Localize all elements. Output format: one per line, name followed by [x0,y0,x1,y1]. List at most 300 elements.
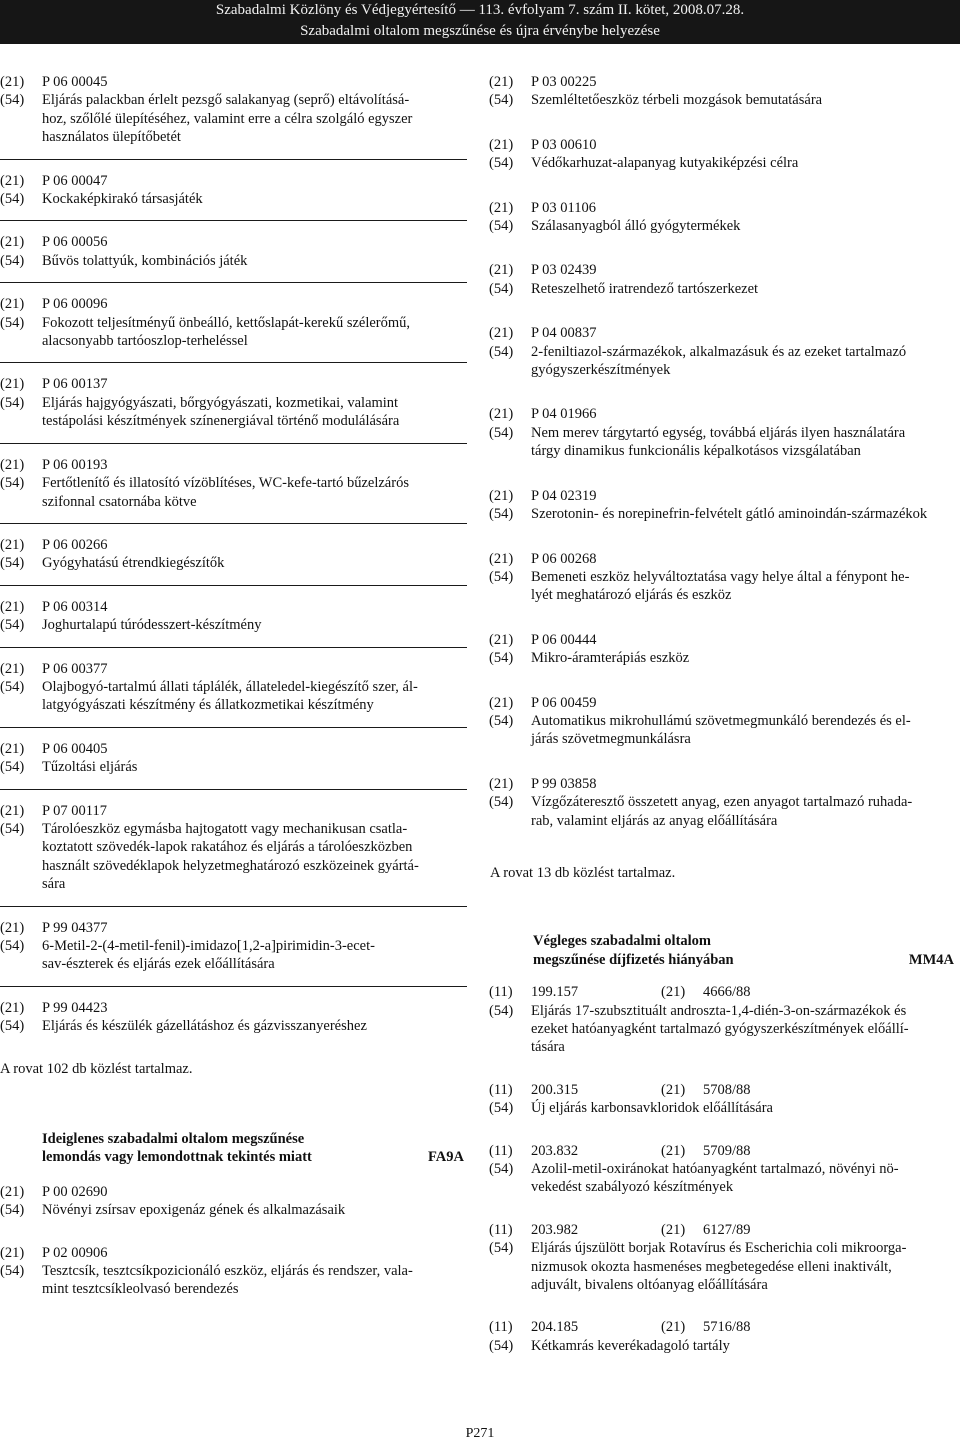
patent-entry [0,660,467,715]
inid-code-21: (21) [0,536,25,553]
patent-number: 204.185 [531,1319,579,1336]
entry-title-row [0,1280,467,1298]
application-number: P 00 02690 [42,1183,108,1200]
entry-number-row [489,73,960,91]
entry-title-row [0,696,467,714]
spacer [489,882,960,932]
invention-title-line: sav-észterek és eljárás ezek előállítására [42,956,275,973]
invention-title-line: szifonnal csatornába kötve [42,493,197,510]
entry-title-row [489,442,960,460]
fa9a-code: FA9A [428,1149,464,1166]
patent-entry [0,802,467,894]
inid-code-54: (54) [0,555,25,572]
patent-entry [489,1221,960,1295]
inid-code-54 [0,838,42,856]
inid-code-54 [0,493,42,511]
right-entry-list [489,73,960,830]
inid-code-21: (21) [661,1319,686,1336]
invention-title-line: 2-feniltiazol-származékok, alkalmazásuk és az ezeket tartalmazó [531,343,907,360]
invention-title-line: testápolási készítmények színenergiával történő modulálására [42,413,400,430]
fa9a-entry-list [0,1183,467,1299]
entry-title-row [489,712,960,730]
entry-title-row [0,1017,467,1035]
entry-title-row [489,1020,960,1038]
spacer [489,969,960,983]
invention-title-line: Nem merev tárgytartó egység, továbbá eljárás ilyen használatára [531,424,906,441]
inid-code-54: (54) [489,1002,514,1019]
spacer [489,1294,960,1318]
page-header [0,0,960,44]
invention-title-line: Joghurtalapú túródesszert-készítmény [42,617,262,634]
application-number: P 06 00045 [42,74,108,90]
invention-title-line: Olajbogyó-tartalmú állati táplálék, állateledel-kiegészítő szer, ál- [42,678,418,695]
patent-entry [489,631,960,668]
patent-number: 200.315 [531,1081,579,1098]
entry-number-row [489,983,960,1001]
invention-title-line: Fokozott teljesítményű önbeálló, kettőslapát-kerekű szélerőmű, [42,314,411,331]
invention-title-line: Szerotonin- és norepinefrin-felvételt gátló aminoindán-származékok [531,506,928,523]
application-number: P 03 00225 [531,74,597,90]
entry-separator [0,523,467,524]
inid-code-54: (54) [489,218,514,235]
patent-entry [489,1142,960,1197]
patent-entry [0,598,467,635]
patent-entry [489,983,960,1057]
application-number: P 06 00268 [531,550,597,567]
page-number: P271 [465,1426,495,1441]
inid-code-21: (21) [0,1183,25,1200]
inid-code-21: (21) [0,234,25,251]
entry-title-row [489,568,960,586]
entry-title-row [0,616,467,634]
application-number: 6127/89 [703,1221,751,1238]
invention-title-line: Vízgőzáteresztő összetett anyag, ezen anyagot tartalmazó ruhada- [531,794,913,811]
invention-title-line: Mikro-áramterápiás eszköz [531,650,690,667]
entry-title-row [489,280,960,298]
application-number: P 03 01106 [531,199,596,216]
entry-title-row [0,128,467,146]
entry-number-row [489,1221,960,1239]
application-number: P 04 00837 [531,325,597,342]
inid-code-54 [0,875,42,893]
inid-code-54 [489,1178,531,1196]
application-number: P 99 04423 [42,999,108,1016]
inid-code-21: (21) [0,74,25,90]
entry-number-row [489,550,960,568]
inid-code-54 [0,412,42,430]
invention-title-line: Kockaképkirakó társasjáték [42,191,203,208]
patent-entry [489,694,960,749]
inid-code-54: (54) [489,568,514,585]
inid-code-54 [489,1038,531,1056]
entry-title-row [0,820,467,838]
invention-title-line: hoz, szőlőlé ülepítéséhez, valamint erre a célra szolgáló egyszer [42,110,413,127]
entry-separator [0,159,467,160]
entry-title-row [0,1201,467,1219]
entry-number-row [489,487,960,505]
invention-title-line: vekedést szabályozó készítmények [531,1179,734,1196]
invention-title-line: sára [42,876,66,893]
spacer [489,461,960,487]
entry-title-row [489,424,960,442]
inid-code-54 [0,1280,42,1298]
entry-number-row [0,598,467,616]
entry-title-row [0,412,467,430]
inid-code-21: (21) [0,456,25,473]
application-number: P 99 04377 [42,919,108,936]
entry-title-row [489,1337,960,1355]
spacer [489,379,960,405]
patent-entry [489,199,960,236]
inid-code-54: (54) [0,314,25,331]
entry-title-row [489,649,960,667]
entry-number-row [0,73,467,91]
inid-code-54: (54) [489,506,514,523]
entry-title-row [0,955,467,973]
right-count-note: A rovat 13 db közlést tartalmaz. [490,864,676,881]
entry-title-row [489,154,960,172]
mm4a-code: MM4A [908,951,954,968]
entry-title-row [489,361,960,379]
application-number: P 03 00610 [531,136,597,153]
entry-title-row [0,190,467,208]
section-title: Szabadalmi oltalom megszűnése és újra érvénybe helyezése [300,23,660,39]
entry-separator [0,443,467,444]
patent-number: 203.832 [531,1142,579,1159]
inid-code-54 [489,1276,531,1294]
entry-separator [0,362,467,363]
patent-entry [0,233,467,270]
inid-code-54: (54) [0,92,25,109]
entry-number-row [0,1244,467,1262]
invention-title-line: rab, valamint eljárás az anyag előállítására [531,812,778,829]
application-number: P 06 00047 [42,172,108,189]
spacer [489,110,960,136]
inid-code-11: (11) [489,1221,513,1238]
entry-title-row [489,1258,960,1276]
patent-entry [489,405,960,460]
patent-number: 199.157 [531,984,579,1001]
inid-code-21: (21) [0,660,25,677]
application-number: P 04 01966 [531,406,597,423]
inid-code-21: (21) [489,550,514,567]
patent-entry [0,1183,467,1220]
patent-entry [489,550,960,605]
application-number: P 03 02439 [531,262,597,279]
entry-title-row [489,217,960,235]
invention-title-line: Szálasanyagból álló gyógytermékek [531,218,741,235]
fa9a-title-line1: Ideiglenes szabadalmi oltalom megszűnése [42,1131,305,1148]
patent-entry [489,73,960,110]
application-number: P 06 00096 [42,296,108,313]
entry-number-row [489,1142,960,1160]
inid-code-54 [489,586,531,604]
inid-code-21: (21) [489,775,514,792]
entry-title-row [0,314,467,332]
invention-title-line: ezeket hatóanyagként tartalmazó gyógyszerkészítmények előállí- [531,1021,909,1037]
inid-code-21: (21) [489,631,514,648]
patent-entry [489,487,960,524]
entry-separator [0,789,467,790]
inid-code-21: (21) [0,999,25,1016]
inid-code-21: (21) [661,1142,686,1159]
inid-code-54 [0,110,42,128]
entry-title-row [489,1038,960,1056]
entry-number-row [0,660,467,678]
invention-title-line: tárgy dinamikus funkcionális képalkotásos vizsgálatában [531,443,861,460]
inid-code-54: (54) [0,820,25,837]
inid-code-54: (54) [489,650,514,667]
inid-code-54 [489,730,531,748]
inid-code-21: (21) [0,172,25,189]
entry-separator [0,986,467,987]
inid-code-11: (11) [489,1142,513,1159]
inid-code-21: (21) [661,1221,686,1238]
application-number: 5708/88 [703,1081,751,1098]
invention-title-line: Tűzoltási eljárás [42,759,138,776]
entry-title-row [0,252,467,270]
inid-code-11: (11) [489,1319,513,1336]
entry-number-row [489,261,960,279]
entry-separator [0,647,467,648]
entry-separator [0,282,467,283]
patent-entry [489,324,960,379]
left-count-note: A rovat 102 db közlést tartalmaz. [0,1060,193,1077]
inid-code-54: (54) [489,712,514,729]
fa9a-title-line2: lemondás vagy lemondottnak tekintés miatt [42,1149,312,1166]
patent-entry [489,1081,960,1118]
inid-code-54: (54) [489,424,514,441]
spacer [489,524,960,550]
mm4a-heading [489,932,960,969]
inid-code-54: (54) [0,191,25,208]
inid-code-54: (54) [489,92,514,109]
spacer [0,1167,467,1183]
entry-title-row [489,505,960,523]
entry-title-row [489,1178,960,1196]
inid-code-21: (21) [0,740,25,757]
inid-code-54: (54) [0,1202,25,1219]
spacer [0,1220,467,1244]
invention-title-line: Kétkamrás keverékadagoló tartály [531,1337,730,1354]
entry-title-row [489,586,960,604]
mm4a-entry-list [489,983,960,1355]
invention-title-line: használt szövedéklapok helyzetmeghatározó eszközeinek gyártá- [42,857,419,874]
invention-title-line: Gyógyhatású étrendkiegészítők [42,555,225,572]
application-number: P 06 00377 [42,660,108,677]
invention-title-line: Szemléltetőeszköz térbeli mozgások bemutatására [531,92,823,109]
entry-number-row [489,199,960,217]
application-number: P 06 00444 [531,631,597,648]
spacer [489,1197,960,1221]
spacer [489,1118,960,1142]
inid-code-54: (54) [0,394,25,411]
invention-title-line: Azolil-metil-oxiránokat hatóanyagként tartalmazó, növényi nö- [531,1161,899,1178]
inid-code-54 [489,442,531,460]
spacer [489,235,960,261]
entry-number-row [0,1183,467,1201]
inid-code-54: (54) [489,155,514,172]
invention-title-line: koztatott szövedék-lapok rakatához és eljárás a tárolóeszközben [42,839,413,856]
entry-number-row [489,324,960,342]
patent-number: 203.982 [531,1221,579,1238]
application-number: P 99 03858 [531,775,597,792]
patent-entry [0,295,467,350]
spacer [489,749,960,775]
inid-code-21: (21) [0,1244,25,1261]
entry-number-row [489,631,960,649]
invention-title-line: Tárolóeszköz egymásba hajtogatott vagy mechanikusan csatla- [42,820,408,837]
application-number: 4666/88 [703,984,751,1001]
invention-title-line: 6-Metil-2-(4-metil-fenil)-imidazo[1,2-a]pirimidin-3-ecet- [42,938,375,954]
invention-title-line: Bűvös tolattyúk, kombinációs játék [42,252,248,269]
patent-entry [489,261,960,298]
inid-code-54 [0,696,42,714]
entry-title-row [489,812,960,830]
spacer [489,830,960,864]
inid-code-11: (11) [489,1081,513,1098]
entry-title-row [0,394,467,412]
invention-title-line: Eljárás 17-szubsztituált androszta-1,4-dién-3-on-származékok és [531,1002,907,1019]
application-number: P 06 00405 [42,740,108,757]
entry-title-row [0,110,467,128]
inid-code-54: (54) [0,1018,25,1035]
patent-entry [0,536,467,573]
invention-title-line: használatos ülepítőbetét [42,129,181,146]
inid-code-21: (21) [489,694,514,711]
inid-code-54: (54) [489,794,514,811]
inid-code-54: (54) [0,1263,25,1280]
mm4a-title-line2: megszűnése díjfizetés hiányában [533,951,734,968]
entry-title-row [0,857,467,875]
entry-title-row [489,1160,960,1178]
entry-title-row [0,758,467,776]
application-number: P 06 00137 [42,376,108,393]
inid-code-21: (21) [661,1081,686,1098]
patent-entry [0,73,467,147]
entry-separator [0,727,467,728]
invention-title-line: alacsonyabb tartóoszlop-terheléssel [42,333,248,350]
entry-title-row [0,1262,467,1280]
invention-title-line: Bemeneti eszköz helyváltoztatása vagy helye által a fénypont he- [531,568,910,585]
invention-title-line: Automatikus mikrohullámú szövetmegmunkáló berendezés és el- [531,712,911,729]
entry-title-row [0,678,467,696]
invention-title-line: Fertőtlenítő és illatosító vízöblítéses, WC-kefe-tartó bűzelzárós [42,475,409,492]
patent-entry [0,1244,467,1299]
entry-number-row [489,136,960,154]
entry-title-row [489,1099,960,1117]
inid-code-54: (54) [0,938,25,954]
entry-number-row [0,740,467,758]
inid-code-21: (21) [489,487,514,504]
entry-title-row [0,875,467,893]
inid-code-54: (54) [0,475,25,492]
inid-code-54: (54) [489,1337,514,1354]
invention-title-line: Eljárás és készülék gázellátáshoz és gázvisszanyeréshez [42,1018,367,1035]
invention-title-line: nizmusok okozta hasmenéses megbetegedése elleni inaktivált, [531,1258,892,1275]
inid-code-21: (21) [0,598,25,615]
spacer [489,173,960,199]
inid-code-54: (54) [0,617,25,634]
patent-entry [489,1318,960,1355]
entry-number-row [0,456,467,474]
fa9a-heading [0,1130,467,1167]
invention-title-line: lyét meghatározó eljárás és eszköz [531,587,732,604]
invention-title-line: járás szövetmegmunkálásra [531,731,691,748]
invention-title-line: gyógyszerkészítmények [531,362,671,379]
invention-title-line: Eljárás palackban érlelt pezsgő salakanyag (seprő) eltávolításá- [42,92,410,109]
inid-code-21: (21) [0,919,25,936]
spacer [489,668,960,694]
application-number: P 06 00314 [42,598,108,615]
entry-title-row [489,793,960,811]
entry-title-row [489,1002,960,1020]
inid-code-21: (21) [0,376,25,393]
spacer [489,298,960,324]
entry-title-row [0,91,467,109]
entry-number-row [0,295,467,313]
entry-separator [0,906,467,907]
inid-code-54: (54) [489,1161,514,1178]
entry-title-row [489,91,960,109]
inid-code-54 [489,812,531,830]
patent-entry [0,999,467,1036]
inid-code-21: (21) [489,406,514,423]
inid-code-21: (21) [489,74,514,90]
entry-number-row [0,999,467,1017]
invention-title-line: Reteszelhető iratrendező tartószerkezet [531,280,759,297]
application-number: P 06 00056 [42,234,108,251]
entry-title-row [489,730,960,748]
entry-title-row [489,1239,960,1257]
entry-title-row [0,493,467,511]
patent-entry [489,136,960,173]
spacer [0,1036,467,1060]
journal-title: Szabadalmi Közlöny és Védjegyértesítő — 113. évfolyam 7. szám II. kötet, 2008.07.28. [215,2,745,18]
inid-code-54 [0,857,42,875]
inid-code-54: (54) [489,343,514,360]
inid-code-21: (21) [489,136,514,153]
patent-entry [0,172,467,209]
application-number: P 06 00193 [42,456,108,473]
inid-code-11: (11) [489,984,513,1001]
invention-title-line: tására [531,1039,565,1056]
inid-code-54: (54) [0,252,25,269]
invention-title-line: Tesztcsík, tesztcsíkpozicionáló eszköz, eljárás és rendszer, vala- [42,1263,413,1280]
entry-title-row [0,474,467,492]
mm4a-title-line1: Végleges szabadalmi oltalom [533,933,712,950]
invention-title-line: Eljárás újszülött borjak Rotavírus és Escherichia coli mikroorga- [531,1240,907,1257]
inid-code-54: (54) [489,1100,514,1117]
entry-title-row [0,554,467,572]
inid-code-21: (21) [489,325,514,342]
entry-title-row [489,1276,960,1294]
entry-number-row [489,1318,960,1336]
inid-code-21: (21) [0,296,25,313]
patent-entry [489,775,960,830]
entry-number-row [0,919,467,937]
entry-title-row [489,343,960,361]
entry-number-row [0,536,467,554]
inid-code-21: (21) [0,802,25,819]
invention-title-line: Növényi zsírsav epoxigenáz gének és alkalmazásaik [42,1202,346,1219]
inid-code-54: (54) [0,678,25,695]
entry-separator [0,220,467,221]
entry-title-row [0,838,467,856]
inid-code-21: (21) [489,199,514,216]
left-column [0,73,467,1299]
entry-number-row [0,233,467,251]
